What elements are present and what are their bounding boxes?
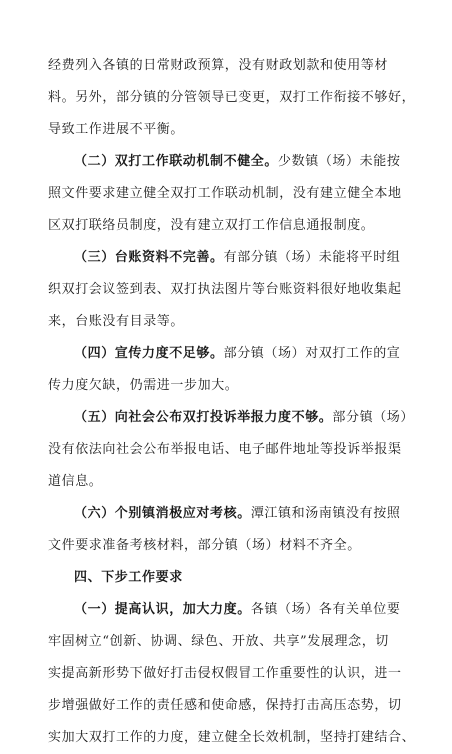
paragraph-line [48,626,404,658]
body-text: 少数镇（场）未能按 [278,154,401,169]
paragraph-line [48,658,404,690]
bold-lead-text: （三）台账资料不完善。 [74,250,224,265]
body-text: 潭江镇和汤南镇没有按照 [250,506,401,521]
paragraph-line [48,466,404,498]
bold-lead-text: （四）宣传力度不足够。 [74,346,224,361]
body-text: 部分镇（场） [332,410,415,425]
section-heading: 四、下步工作要求 [74,570,183,585]
bold-lead-text: （五）向社会公布双打投诉举报力度不够。 [74,410,333,425]
paragraph-line [48,498,404,530]
body-text: 传力度欠缺，仍需进一步加大。 [48,378,239,393]
body-text: 道信息。 [48,474,103,489]
body-text: 部分镇（场）对双打工作的宣 [223,346,401,361]
body-text: 没有依法向社会公布举报电话、电子邮件地址等投诉举报渠 [48,442,402,457]
body-text: 料。另外，部分镇的分管领导已变更，双打工作衔接不够好， [48,90,416,105]
body-text: 来，台账没有目录等。 [48,314,185,329]
body-text: 牢固树立“创新、协调、绿色、开放、共享”发展理念，切 [48,634,389,649]
paragraph-line [48,690,404,722]
body-text: 各镇（场）各有关单位要 [250,602,401,617]
body-text: 经费列入各镇的日常财政预算，没有财政划款和使用等材 [48,58,389,73]
paragraph-line [48,146,404,178]
body-text: 步增强做好工作的责任感和使命感，保持打击高压态势，切 [48,698,402,713]
paragraph-line [48,50,404,82]
paragraph-line [48,210,404,242]
bold-lead-text: （二）双打工作联动机制不健全。 [74,154,279,169]
paragraph-line [48,82,416,114]
paragraph-line [48,178,404,210]
body-text: 实加大双打工作的力度，建立健全长效机制，坚持打建结合、 [48,730,416,745]
body-text: 导致工作进展不平衡。 [48,122,185,137]
paragraph-line [48,402,415,434]
body-text: 实提高新形势下做好打击侵权假冒工作重要性的认识，进一 [48,666,402,681]
body-text: 织双打会议签到表、双打执法图片等台账资料很好地收集起 [48,282,402,297]
paragraph-line [48,434,404,466]
paragraph-line [48,594,404,626]
paragraph-line [48,370,404,402]
paragraph-line [48,530,404,562]
paragraph-line [48,306,404,338]
body-text: 文件要求准备考核材料，部分镇（场）材料不齐全。 [48,538,361,553]
paragraph-line [48,114,404,146]
bold-lead-text: （六）个别镇消极应对考核。 [74,506,251,521]
paragraph-line [48,338,404,370]
paragraph-line [48,722,416,754]
bold-lead-text: （一）提高认识，加大力度。 [74,602,251,617]
paragraph-line [48,242,404,274]
paragraph-line [48,274,404,306]
body-text: 有部分镇（场）未能将平时组 [223,250,401,265]
body-text: 区双打联络员制度，没有建立双打工作信息通报制度。 [48,218,375,233]
paragraph-line [48,562,404,594]
body-text: 照文件要求建立健全双打工作联动机制，没有建立健全本地 [48,186,402,201]
